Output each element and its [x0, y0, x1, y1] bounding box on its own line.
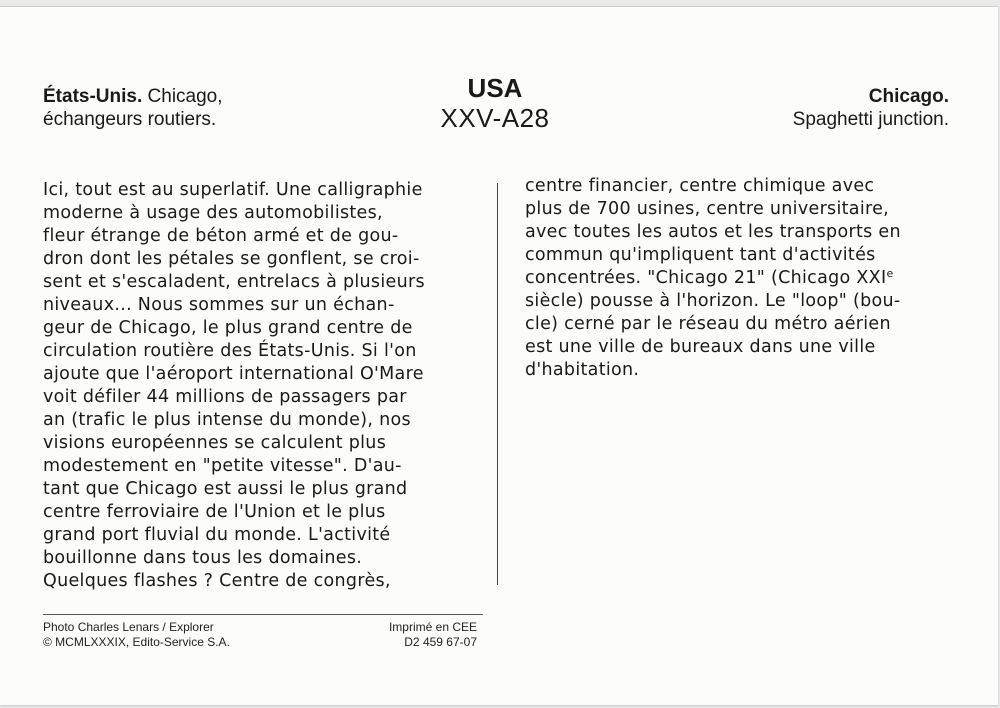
text-line: est une ville de bureaux dans une ville: [525, 337, 876, 357]
text-line: avec toutes les autos et les transports en: [525, 222, 901, 242]
postcard-back: [0, 6, 998, 705]
text-line: visions européennes se calculent plus: [43, 433, 387, 453]
text-line: centre ferroviaire de l'Union et le plus: [43, 502, 386, 522]
city-label: Chicago,: [147, 86, 223, 107]
printed-in: Imprimé en CEE: [388, 620, 477, 634]
text-line: modestement en "petite vitesse". D'au-: [43, 456, 402, 476]
text-line: voit défiler 44 millions de passagers par: [43, 387, 407, 407]
text-line: commun qu'impliquent tant d'activités: [525, 245, 876, 265]
text-line: siècle) pousse à l'horizon. Le "loop" (bou-: [525, 291, 901, 311]
text-line: circulation routière des États-Unis. Si l'on: [43, 341, 417, 361]
series-title: USA: [467, 73, 523, 103]
reference-number: D2 459 67-07: [404, 635, 477, 649]
text-line: Quelques flashes ? Centre de congrès,: [43, 571, 391, 591]
text-line: ajoute que l'aéroport international O'Mare: [43, 364, 424, 384]
text-column-right: [525, 175, 901, 382]
text-line: fleur étrange de béton armé et de gou-: [43, 226, 399, 246]
text-line: moderne à usage des automobilistes,: [43, 203, 383, 223]
copyright: © MCMLXXXIX, Edito-Service S.A.: [43, 635, 230, 649]
caption-subtitle: échangeurs routiers.: [43, 109, 217, 130]
text-line: sent et s'escaladent, entrelacs à plusieurs: [43, 272, 425, 292]
photo-credit: Photo Charles Lenars / Explorer: [43, 620, 214, 634]
text-line: niveaux... Nous sommes sur un échan-: [43, 295, 395, 315]
text-column-left: [43, 179, 425, 593]
english-city-label: Chicago.: [868, 86, 949, 107]
footer-rule: [43, 614, 483, 615]
text-line: d'habitation.: [525, 360, 640, 380]
header-left-caption: [43, 85, 223, 131]
english-subtitle: Spaghetti junction.: [792, 109, 949, 130]
text-line: geur de Chicago, le plus grand centre de: [43, 318, 413, 338]
text-line: cle) cerné par le réseau du métro aérien: [525, 314, 891, 334]
text-line: an (trafic le plus intense du monde), nos: [43, 410, 411, 430]
header-right-caption: [793, 85, 949, 131]
footer-print-info: [366, 620, 477, 650]
text-line: plus de 700 usines, centre universitaire,: [525, 199, 890, 219]
text-line: Ici, tout est au superlatif. Une calligraphie: [43, 180, 423, 200]
text-line: concentrées. "Chicago 21" (Chicago XXIe: [525, 267, 894, 288]
column-divider: [497, 183, 498, 585]
text-line: centre financier, centre chimique avec: [525, 176, 875, 196]
text-line: tant que Chicago est aussi le plus grand: [43, 479, 408, 499]
country-label: États-Unis.: [43, 86, 143, 107]
series-code: XXV-A28: [440, 103, 550, 133]
footer-credits: [43, 620, 230, 650]
header-center: [420, 73, 570, 133]
superscript-e: e: [886, 267, 894, 280]
text-line: bouillonne dans tous les domaines.: [43, 548, 363, 568]
text-line: dron dont les pétales se gonflent, se croi-: [43, 249, 420, 269]
text-line: grand port fluvial du monde. L'activité: [43, 525, 391, 545]
